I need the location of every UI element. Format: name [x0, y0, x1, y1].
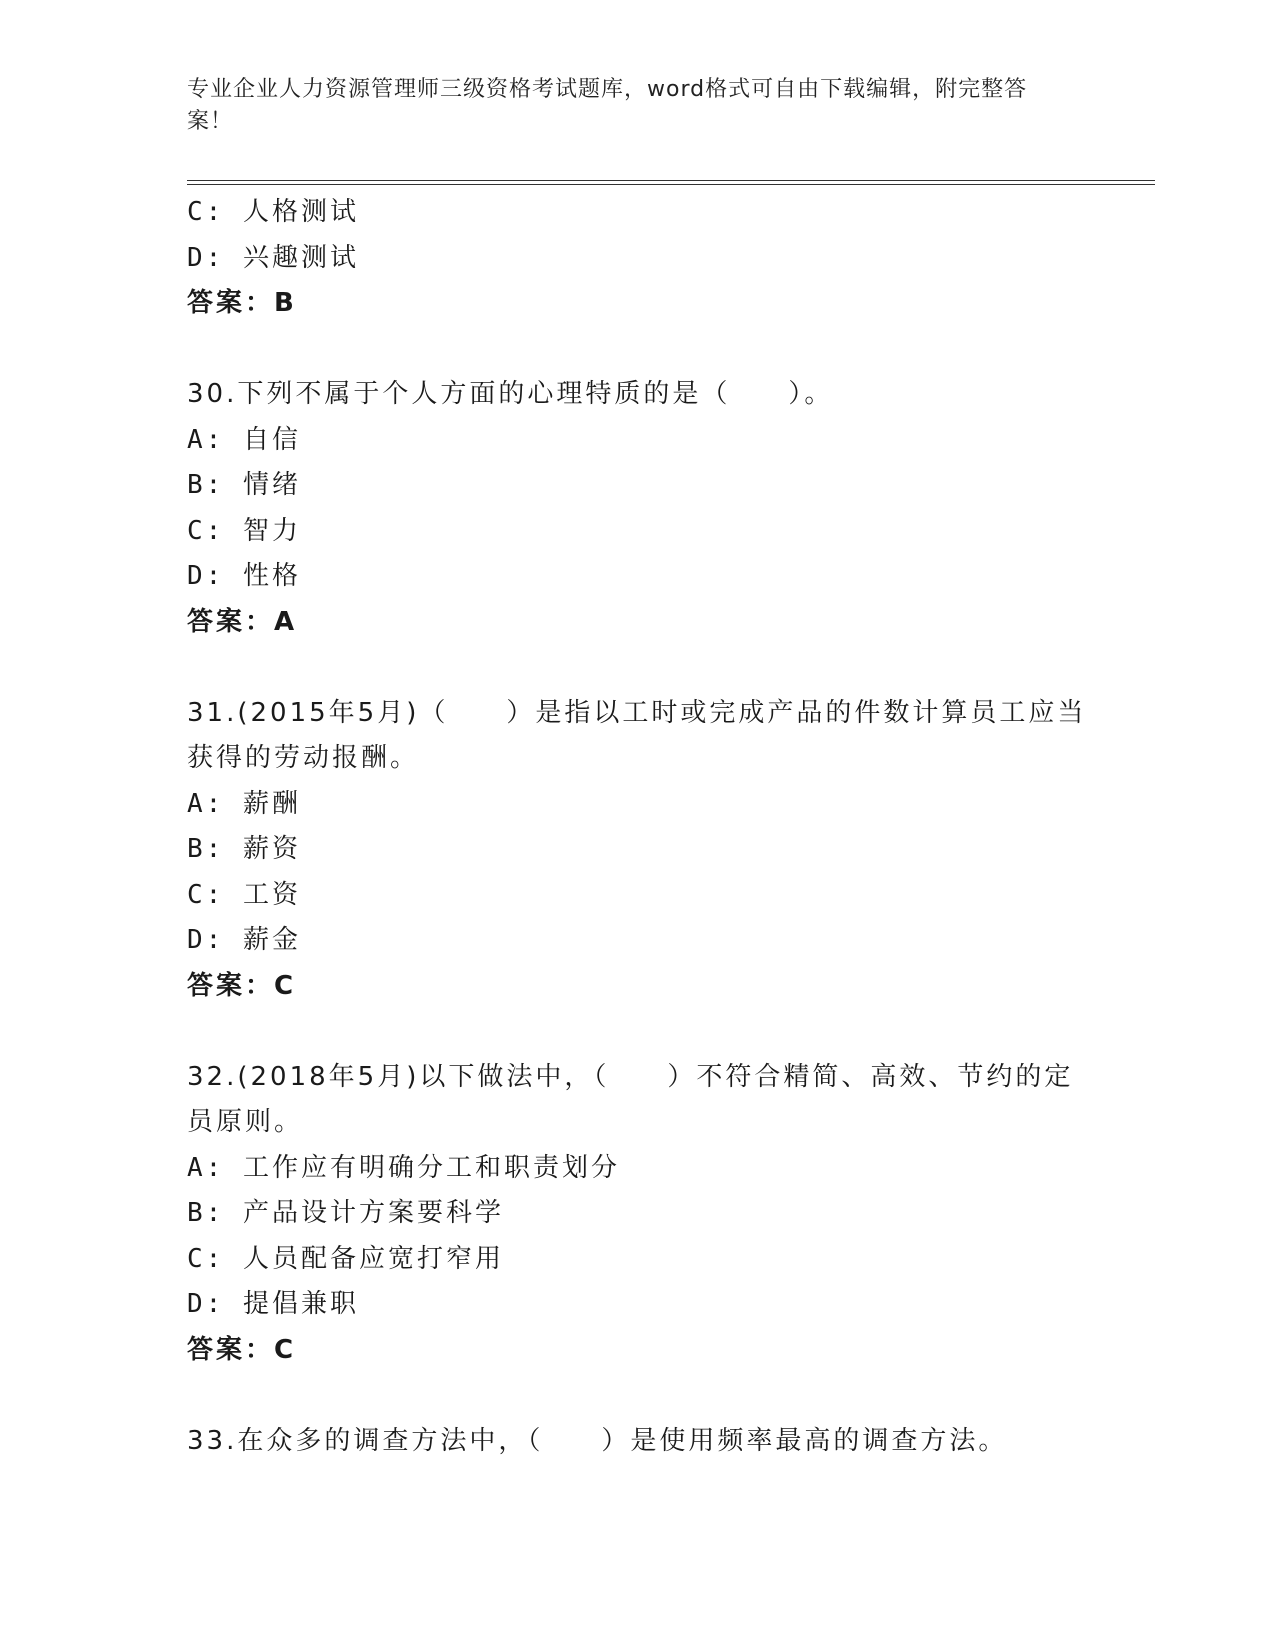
- document-body: [187, 190, 1087, 1464]
- question-text: 30.下列不属于个人方面的心理特质的是（ ）。: [187, 379, 834, 409]
- answer-line: 答案：A: [187, 606, 298, 637]
- spacer: [187, 1009, 1087, 1055]
- answer-line: 答案：B: [187, 288, 297, 318]
- option-line: C: 工资: [187, 879, 301, 910]
- option-line: A: 薪酬: [187, 788, 301, 819]
- option-line: C: 人员配备应宽打窄用: [187, 1243, 504, 1274]
- question-text-continued: 员原则。: [187, 1107, 304, 1137]
- option-line: D: 薪金: [187, 925, 301, 955]
- answer-line: 答案：C: [187, 970, 297, 1001]
- option-line: A: 工作应有明确分工和职责划分: [187, 1152, 620, 1183]
- question-text-continued: 获得的劳动报酬。: [187, 743, 420, 773]
- option-line: B: 薪资: [187, 834, 301, 864]
- spacer: [187, 1373, 1087, 1419]
- answer-line: 答案：C: [187, 1334, 297, 1365]
- option-line: B: 情绪: [187, 470, 301, 500]
- header-divider-bottom: [187, 184, 1155, 185]
- option-line: A: 自信: [187, 424, 301, 455]
- question-text: 31.(2015年5月)（ ）是指以工时或完成产品的件数计算员工应当: [187, 697, 1087, 728]
- question-text: 33.在众多的调查方法中，（ ）是使用频率最高的调查方法。: [187, 1425, 1008, 1456]
- spacer: [187, 327, 1087, 373]
- page-header-title: 专业企业人力资源管理师三级资格考试题库，word格式可自由下载编辑，附完整答案！: [187, 77, 1028, 134]
- option-line: D: 提倡兼职: [187, 1289, 359, 1319]
- question-text: 32.(2018年5月)以下做法中，（ ）不符合精简、高效、节约的定: [187, 1061, 1074, 1092]
- option-line: C: 人格测试: [187, 197, 359, 227]
- option-line: D: 兴趣测试: [187, 242, 359, 273]
- header-divider-top: [187, 180, 1155, 181]
- option-line: C: 智力: [187, 515, 301, 546]
- option-line: B: 产品设计方案要科学: [187, 1198, 504, 1228]
- spacer: [187, 645, 1087, 691]
- option-line: D: 性格: [187, 561, 301, 591]
